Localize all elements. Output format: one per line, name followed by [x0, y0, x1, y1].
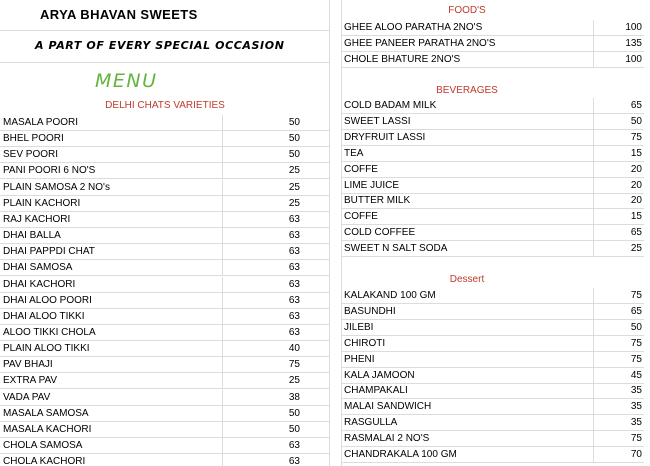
menu-item-name: DHAI ALOO TIKKI: [3, 310, 85, 322]
menu-item-price: 100: [625, 22, 642, 33]
menu-item-name: DHAI SAMOSA: [3, 262, 73, 274]
menu-item-row: [0, 373, 330, 389]
grid-line: [593, 178, 594, 194]
menu-item-price: 63: [288, 230, 300, 242]
menu-item-row: [0, 244, 330, 260]
menu-item-price: 40: [288, 343, 300, 355]
menu-item-price: 35: [630, 417, 642, 429]
menu-item-row: [341, 288, 644, 304]
grid-line: [222, 228, 223, 244]
menu-item-name: LIME JUICE: [344, 179, 400, 191]
menu-item-row: [341, 431, 644, 447]
menu-item-row: [341, 225, 644, 241]
menu-item-name: KALA JAMOON: [344, 369, 415, 381]
menu-item-row: [341, 114, 644, 130]
menu-item-price: 63: [288, 310, 300, 322]
grid-line: [593, 368, 594, 384]
menu-item-name: PLAIN ALOO TIKKI: [3, 343, 90, 355]
menu-item-name: DRYFRUIT LASSI: [344, 131, 426, 143]
grid-line: [222, 357, 223, 373]
menu-item-name: RASGULLA: [344, 417, 398, 429]
shop-tagline: A PART OF EVERY SPECIAL OCCASION: [35, 39, 285, 52]
grid-line: [593, 130, 594, 146]
grid-line: [593, 52, 594, 68]
menu-item-price: 50: [288, 117, 300, 128]
menu-item-name: JILEBI: [344, 321, 374, 333]
menu-item-price: 75: [630, 433, 642, 445]
shop-title: ARYA BHAVAN SWEETS: [40, 7, 198, 22]
menu-item-price: 20: [630, 163, 642, 175]
grid-line: [593, 225, 594, 241]
menu-item-price: 25: [288, 197, 300, 209]
grid-line: [593, 241, 594, 257]
grid-line: [593, 20, 594, 36]
grid-line: [222, 373, 223, 389]
grid-line: [593, 36, 594, 52]
grid-line: [222, 163, 223, 179]
menu-item-price: 65: [630, 100, 642, 111]
menu-item-price: 25: [288, 165, 300, 177]
menu-item-price: 65: [630, 227, 642, 239]
menu-item-row: [341, 241, 644, 257]
menu-item-name: CHAMPAKALI: [344, 385, 408, 397]
menu-item-price: 38: [288, 391, 300, 403]
menu-item-name: VADA PAV: [3, 391, 51, 403]
menu-item-row: [0, 115, 330, 131]
menu-item-name: PLAIN KACHORI: [3, 197, 81, 209]
menu-item-name: CHOLA SAMOSA: [3, 440, 83, 451]
grid-line: [222, 438, 223, 454]
menu-item-name: GHEE PANEER PARATHA 2NO'S: [344, 38, 496, 49]
menu-item-name: PAV BHAJI: [3, 359, 53, 371]
menu-item-row: [341, 52, 644, 68]
menu-item-row: [341, 320, 644, 336]
grid-line: [222, 260, 223, 276]
menu-item-price: 100: [625, 54, 642, 65]
menu-item-name: EXTRA PAV: [3, 375, 58, 387]
grid-line: [593, 162, 594, 178]
menu-item-name: GHEE ALOO PARATHA 2NO'S: [344, 22, 483, 33]
grid-line: [222, 212, 223, 228]
grid-line: [222, 244, 223, 260]
menu-item-price: 50: [288, 149, 300, 161]
menu-item-row: [341, 383, 644, 399]
grid-line: [593, 336, 594, 352]
menu-item-name: CHANDRAKALA 100 GM: [344, 449, 457, 460]
menu-item-name: COLD BADAM MILK: [344, 100, 437, 111]
menu-item-row: [0, 406, 330, 422]
grid-line: [593, 399, 594, 415]
grid-line: [222, 341, 223, 357]
menu-item-name: COFFE: [344, 163, 378, 175]
menu-item-price: 63: [288, 246, 300, 258]
menu-item-row: [341, 209, 644, 225]
grid-line: [222, 147, 223, 163]
section-title-dessert: Dessert: [449, 274, 485, 285]
menu-item-price: 63: [288, 262, 300, 274]
menu-item-price: 25: [630, 243, 642, 255]
grid-line: [222, 390, 223, 406]
menu-item-price: 20: [630, 195, 642, 207]
grid-line: [593, 383, 594, 399]
menu-item-price: 25: [288, 181, 300, 193]
menu-item-name: CHIROTI: [344, 337, 386, 349]
menu-item-row: [0, 212, 330, 228]
menu-item-row: [0, 228, 330, 244]
menu-item-price: 50: [288, 133, 300, 145]
menu-item-price: 75: [630, 290, 642, 301]
menu-item-price: 135: [625, 38, 642, 49]
menu-item-row: [0, 260, 330, 276]
menu-item-name: TEA: [344, 147, 364, 159]
menu-item-name: COLD COFFEE: [344, 227, 416, 239]
grid-line: [222, 406, 223, 422]
menu-item-row: [341, 146, 644, 162]
menu-item-price: 75: [288, 359, 300, 371]
menu-item-price: 50: [630, 321, 642, 333]
menu-item-name: PHENI: [344, 353, 375, 365]
menu-item-row: [0, 147, 330, 163]
menu-item-price: 75: [630, 337, 642, 349]
right-menu-panel: [341, 0, 644, 466]
menu-item-row: [341, 415, 644, 431]
menu-item-name: KALAKAND 100 GM: [344, 290, 436, 301]
menu-item-row: [341, 130, 644, 146]
menu-item-name: BHEL POORI: [3, 133, 64, 145]
grid-line: [593, 320, 594, 336]
grid-line: [593, 447, 594, 463]
grid-line: [593, 431, 594, 447]
grid-line: [593, 209, 594, 225]
menu-item-price: 63: [288, 213, 300, 225]
grid-line: [222, 293, 223, 309]
menu-item-name: SWEET LASSI: [344, 115, 411, 127]
menu-item-row: [0, 390, 330, 406]
menu-item-price: 75: [630, 131, 642, 143]
menu-item-row: [0, 341, 330, 357]
menu-item-name: RASMALAI 2 NO'S: [344, 433, 430, 445]
menu-item-price: 35: [630, 385, 642, 397]
menu-item-row: [341, 193, 644, 209]
menu-item-name: RAJ KACHORI: [3, 213, 71, 225]
menu-item-price: 20: [630, 179, 642, 191]
menu-item-row: [0, 325, 330, 341]
grid-line: [222, 277, 223, 293]
menu-item-name: BUTTER MILK: [344, 195, 411, 207]
menu-item-price: 50: [288, 423, 300, 435]
menu-item-name: ALOO TIKKI CHOLA: [3, 326, 96, 338]
grid-line: [0, 62, 330, 63]
menu-item-name: DHAI PAPPDI CHAT: [3, 246, 95, 258]
menu-item-name: DHAI BALLA: [3, 230, 61, 242]
menu-item-row: [0, 454, 330, 466]
grid-line: [593, 98, 594, 114]
menu-item-name: BASUNDHI: [344, 305, 396, 317]
grid-line: [593, 193, 594, 209]
menu-item-row: [341, 98, 644, 114]
grid-line: [222, 131, 223, 147]
grid-line: [222, 454, 223, 466]
grid-line: [593, 114, 594, 130]
grid-line: [593, 352, 594, 368]
menu-item-row: [341, 36, 644, 52]
menu-item-row: [341, 368, 644, 384]
menu-heading: MENU: [95, 70, 158, 92]
menu-item-name: PLAIN SAMOSA 2 NO's: [3, 181, 110, 193]
menu-item-row: [0, 196, 330, 212]
menu-item-row: [341, 399, 644, 415]
grid-line: [222, 180, 223, 196]
menu-item-name: MASALA KACHORI: [3, 423, 92, 435]
menu-item-price: 63: [288, 294, 300, 306]
grid-line: [593, 415, 594, 431]
grid-line: [593, 304, 594, 320]
menu-item-price: 63: [288, 278, 300, 290]
menu-item-name: COFFE: [344, 211, 378, 223]
menu-item-row: [0, 180, 330, 196]
menu-item-row: [341, 352, 644, 368]
menu-item-name: CHOLA KACHORI: [3, 456, 86, 466]
menu-item-row: [0, 438, 330, 454]
menu-item-row: [341, 178, 644, 194]
grid-line: [222, 115, 223, 131]
menu-item-row: [0, 131, 330, 147]
menu-item-name: MASALA POORI: [3, 117, 79, 128]
menu-item-row: [341, 20, 644, 36]
menu-item-name: SEV POORI: [3, 149, 59, 161]
menu-item-row: [0, 293, 330, 309]
section-title-foods: FOOD'S: [448, 5, 486, 16]
menu-item-row: [341, 304, 644, 320]
menu-item-name: MASALA SAMOSA: [3, 407, 89, 419]
menu-item-price: 63: [288, 456, 300, 466]
menu-item-price: 25: [288, 375, 300, 387]
menu-item-row: [0, 422, 330, 438]
menu-item-price: 63: [288, 440, 300, 451]
menu-item-name: MALAI SANDWICH: [344, 401, 432, 413]
menu-item-row: [341, 447, 644, 463]
menu-item-price: 70: [630, 449, 642, 460]
menu-item-price: 65: [630, 305, 642, 317]
menu-item-price: 50: [630, 115, 642, 127]
menu-item-name: CHOLE BHATURE 2NO'S: [344, 54, 461, 65]
menu-item-price: 63: [288, 326, 300, 338]
menu-item-price: 15: [630, 211, 642, 223]
menu-item-row: [0, 357, 330, 373]
grid-line: [222, 196, 223, 212]
grid-line: [222, 309, 223, 325]
menu-item-row: [0, 309, 330, 325]
grid-line: [0, 30, 330, 31]
section-title-beverages: BEVERAGES: [436, 85, 498, 96]
menu-item-row: [341, 162, 644, 178]
menu-item-row: [0, 277, 330, 293]
menu-item-price: 50: [288, 407, 300, 419]
menu-item-price: 15: [630, 147, 642, 159]
menu-item-price: 45: [630, 369, 642, 381]
menu-item-price: 75: [630, 353, 642, 365]
grid-line: [222, 422, 223, 438]
grid-line: [222, 325, 223, 341]
menu-item-price: 35: [630, 401, 642, 413]
menu-item-name: SWEET N SALT SODA: [344, 243, 448, 255]
menu-item-name: DHAI ALOO POORI: [3, 294, 92, 306]
menu-item-row: [341, 336, 644, 352]
menu-item-name: PANI POORI 6 NO'S: [3, 165, 96, 177]
menu-item-name: DHAI KACHORI: [3, 278, 76, 290]
menu-item-row: [0, 163, 330, 179]
section-title-delhi-chats: DELHI CHATS VARIETIES: [105, 100, 225, 111]
grid-line: [593, 288, 594, 304]
grid-line: [593, 146, 594, 162]
